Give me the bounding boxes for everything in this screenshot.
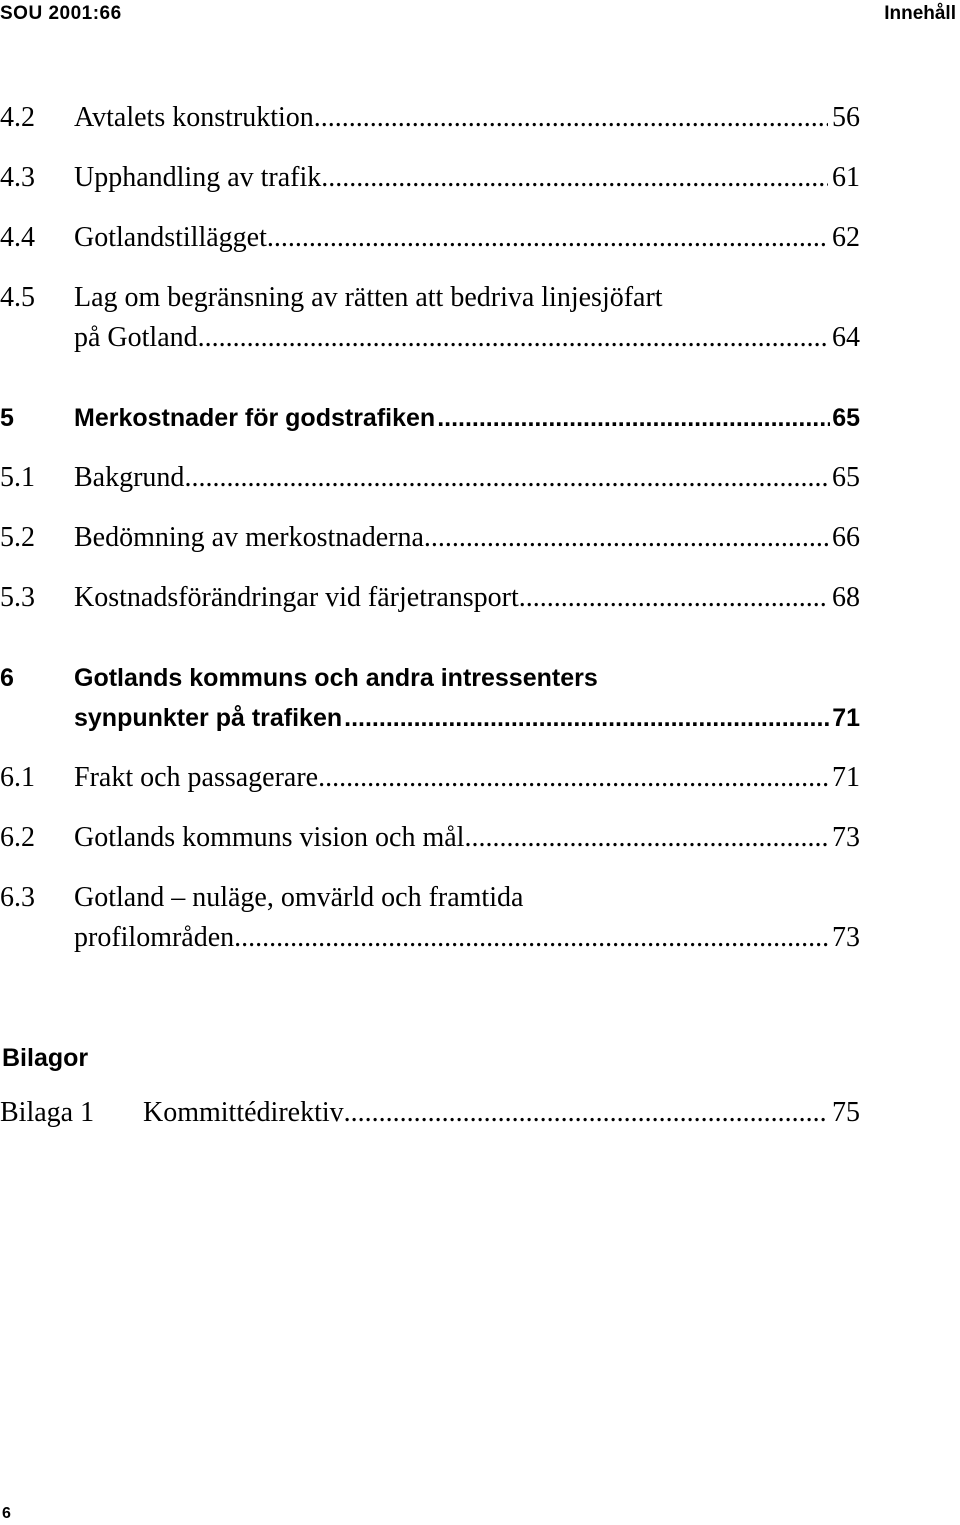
toc-entry[interactable] (0, 158, 860, 198)
toc-entry-number: 5.2 (0, 522, 35, 553)
toc-chapter-title: Gotlands kommuns och andra intressenters (74, 664, 598, 692)
toc-entry[interactable] (0, 818, 860, 858)
appendix-entry[interactable] (0, 1093, 860, 1133)
dot-leader (198, 318, 828, 358)
toc-entry-continuation[interactable] (0, 918, 860, 958)
dot-leader (464, 818, 828, 858)
toc-entry-title: Upphandling av trafik (74, 162, 322, 193)
dot-leader (424, 518, 828, 558)
toc-entry-title: Gotlandstillägget (74, 222, 267, 253)
toc-entry-number: 4.4 (0, 222, 35, 253)
appendix-page: 75 (832, 1097, 860, 1128)
toc-entry-title-continued: på Gotland (74, 322, 198, 353)
appendix-label: Bilaga 1 (0, 1097, 95, 1128)
toc-entry[interactable] (0, 518, 860, 558)
toc-entry[interactable] (0, 458, 860, 498)
toc-chapter-title: Merkostnader för godstrafiken (74, 404, 436, 432)
toc-entry-number: 6.1 (0, 762, 35, 793)
toc-entry-number: 4.3 (0, 162, 35, 193)
toc-entry-number: 6.3 (0, 882, 35, 913)
toc-entry-page: 56 (832, 102, 860, 133)
running-header (0, 3, 958, 27)
toc-chapter-continuation[interactable] (0, 698, 860, 738)
document-reference: SOU 2001:66 (0, 3, 122, 24)
toc-entry[interactable] (0, 758, 860, 798)
toc-entry-title: Gotlands kommuns vision och mål (74, 822, 465, 853)
toc-chapter-page: 71 (832, 704, 860, 732)
toc-entry-continuation[interactable] (0, 318, 860, 358)
toc-entry-page: 68 (832, 582, 860, 613)
dot-leader (318, 758, 828, 798)
section-title: Innehåll (884, 3, 956, 24)
toc-entry-page: 62 (832, 222, 860, 253)
dot-leader (234, 918, 828, 958)
toc-entry-number: 4.2 (0, 102, 35, 133)
toc-entry[interactable] (0, 578, 860, 618)
toc-entry-title: Frakt och passagerare (74, 762, 319, 793)
toc-entry-page: 65 (832, 462, 860, 493)
toc-chapter-number: 5 (0, 404, 14, 432)
toc-chapter[interactable] (0, 658, 860, 698)
toc-entry[interactable] (0, 278, 860, 318)
dot-leader (344, 1093, 828, 1133)
appendix-title: Kommittédirektiv (143, 1097, 344, 1128)
toc-entry-number: 6.2 (0, 822, 35, 853)
appendix-heading: Bilagor (2, 1044, 89, 1072)
toc-entry-page: 61 (832, 162, 860, 193)
dot-leader (314, 98, 828, 138)
page-number: 6 (2, 1505, 11, 1522)
dot-leader (344, 698, 830, 738)
toc-entry-page: 66 (832, 522, 860, 553)
toc-entry[interactable] (0, 98, 860, 138)
toc-entry-number: 4.5 (0, 282, 35, 313)
toc-entry-title: Kostnadsförändringar vid färjetransport (74, 582, 519, 613)
dot-leader (321, 158, 828, 198)
toc-entry-page: 71 (832, 762, 860, 793)
toc-entry-page: 73 (832, 922, 860, 953)
toc-chapter-number: 6 (0, 664, 14, 692)
toc-entry-title-continued: profilområden (74, 922, 235, 953)
toc-chapter-title-continued: synpunkter på trafiken (74, 704, 343, 732)
toc-entry-title: Bakgrund (74, 462, 185, 493)
dot-leader (437, 398, 830, 438)
dot-leader (519, 578, 828, 618)
toc-entry-number: 5.1 (0, 462, 35, 493)
toc-entry-title: Avtalets konstruktion (74, 102, 314, 133)
toc-chapter[interactable] (0, 398, 860, 438)
toc-entry-page: 64 (832, 322, 860, 353)
toc-entry-title: Bedömning av merkostnaderna (74, 522, 424, 553)
toc-entry-page: 73 (832, 822, 860, 853)
dot-leader (184, 458, 828, 498)
toc-entry[interactable] (0, 878, 860, 918)
toc-entry-number: 5.3 (0, 582, 35, 613)
toc-entry-title: Lag om begränsning av rätten att bedriva linjesjöfart (74, 282, 663, 313)
dot-leader (267, 218, 828, 258)
toc-entry-title: Gotland – nuläge, omvärld och framtida (74, 882, 524, 913)
toc-chapter-page: 65 (832, 404, 860, 432)
toc-entry[interactable] (0, 218, 860, 258)
